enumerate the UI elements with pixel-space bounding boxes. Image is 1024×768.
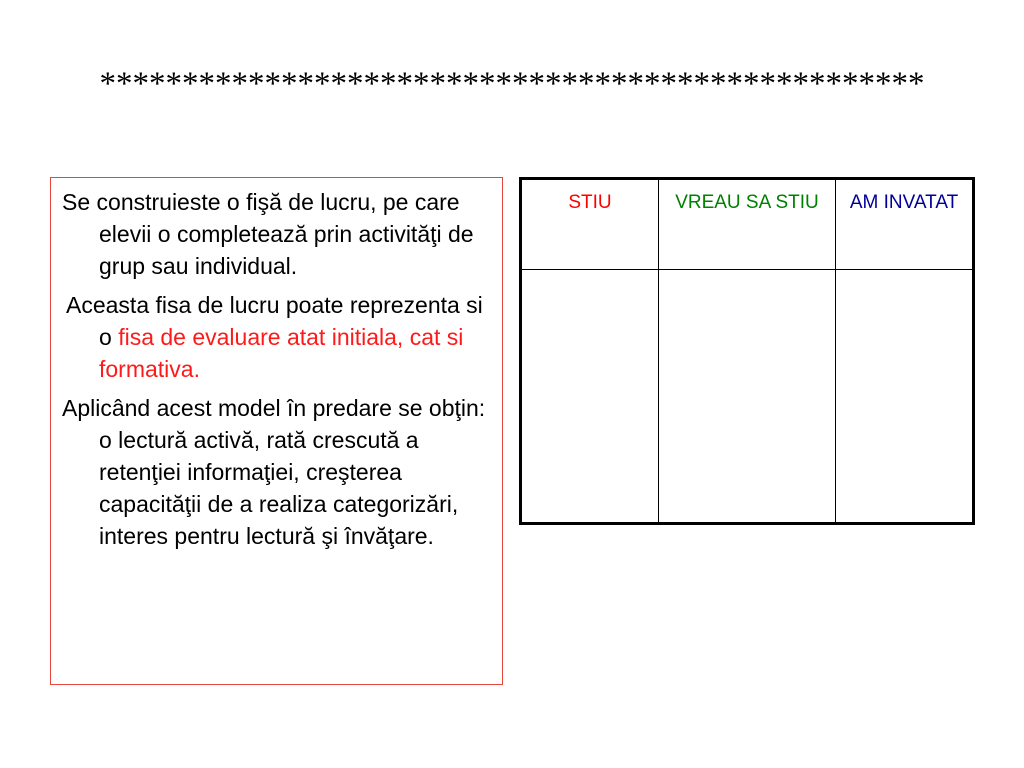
header-am-invatat bbox=[836, 179, 974, 270]
table-cell-am-invatat bbox=[836, 270, 974, 524]
header-stiu-label: STIU bbox=[568, 192, 612, 213]
slide-title: ************************************************** bbox=[99, 66, 925, 102]
paragraph-2 bbox=[62, 289, 494, 385]
table-cell-stiu bbox=[521, 270, 659, 524]
header-vreau-sa-stiu bbox=[659, 179, 836, 270]
paragraph-2-text: Aceasta fisa de lucru poate reprezenta si o bbox=[66, 292, 483, 350]
text-box bbox=[50, 177, 503, 685]
header-stiu bbox=[521, 179, 659, 270]
paragraph-3: Aplicând acest model în predare se obţin: o lectură activă, rată crescută a retenţiei informaţiei, creşterea capacităţii de a realiza categorizări, interes pentru lectură şi învăţare. bbox=[62, 395, 486, 549]
table-row bbox=[521, 270, 974, 524]
table-header-row bbox=[521, 179, 974, 270]
header-vreau-sa-stiu-label: VREAU SA STIU bbox=[675, 192, 819, 213]
paragraph-2-highlight: fisa de evaluare atat initiala, cat si formativa. bbox=[99, 324, 464, 382]
kwl-table bbox=[519, 177, 975, 525]
header-am-invatat-label: AM INVATAT bbox=[849, 192, 959, 213]
table-cell-vreau-sa-stiu bbox=[659, 270, 836, 524]
paragraph-1: Se construieste o fişă de lucru, pe care elevii o completează prin activităţi de grup sau individual. bbox=[62, 189, 474, 279]
